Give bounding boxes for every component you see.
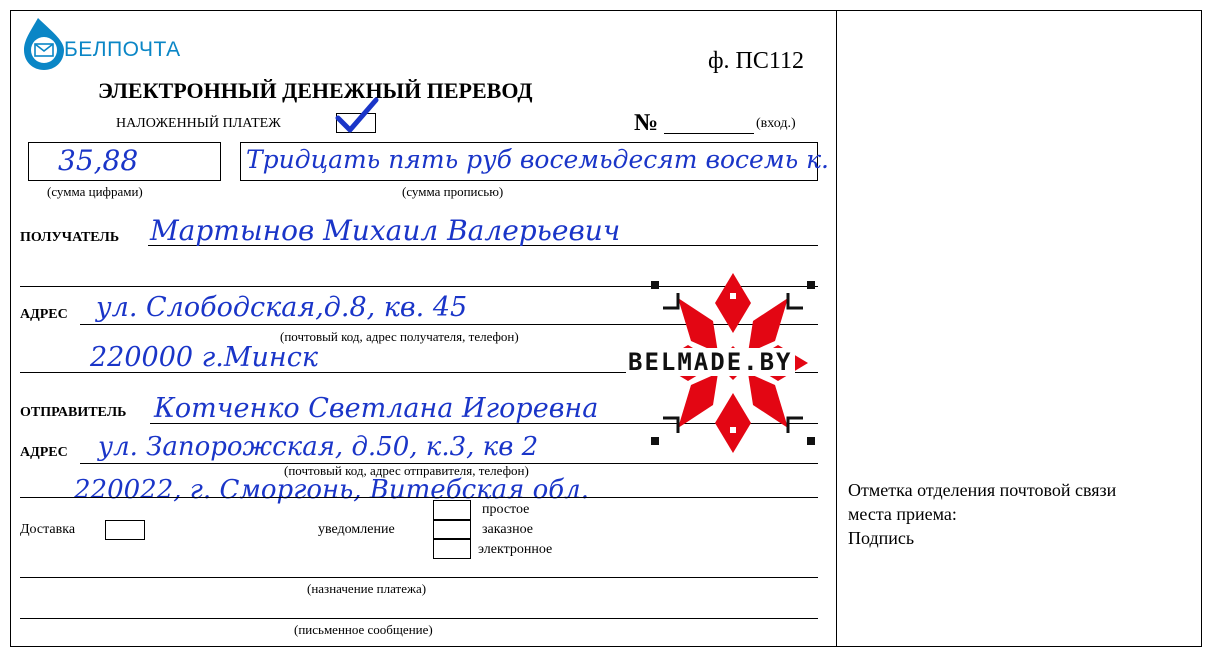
delivery-checkbox[interactable] <box>105 520 145 540</box>
recipient-label: ПОЛУЧАТЕЛЬ <box>20 230 120 245</box>
form-title: ЭЛЕКТРОННЫЙ ДЕНЕЖНЫЙ ПЕРЕВОД <box>98 78 533 103</box>
amount-words-value: Тридцать пять руб восемьдесят восемь к. <box>246 145 830 174</box>
notification-registered-checkbox[interactable] <box>433 520 471 539</box>
sender-address-label: АДРЕС <box>20 445 68 460</box>
cod-label: НАЛОЖЕННЫЙ ПЛАТЕЖ <box>116 116 281 131</box>
notification-simple-checkbox[interactable] <box>433 500 471 520</box>
notification-option-simple: простое <box>482 502 530 517</box>
form-code: ф. ПС112 <box>708 48 804 74</box>
recipient-name: Мартынов Михаил Валерьевич <box>150 214 621 247</box>
side-panel-line-2: места приема: <box>848 504 957 524</box>
payment-purpose-line[interactable] <box>20 577 818 578</box>
delivery-label: Доставка <box>20 522 76 537</box>
recipient-address-label: АДРЕС <box>20 307 68 322</box>
message-caption: (письменное сообщение) <box>294 622 433 637</box>
amount-digits-value: 35,88 <box>58 144 139 177</box>
panel-divider <box>836 10 837 647</box>
payment-purpose-caption: (назначение платежа) <box>307 581 427 596</box>
number-sign: № <box>634 110 659 136</box>
sender-address-2: 220022, г. Сморгонь, Витебская обл. <box>74 475 589 505</box>
sender-address-caption: (почтовый код, адрес отправителя, телефон) <box>284 463 529 478</box>
notification-option-registered: заказное <box>482 522 533 537</box>
watermark-text: BELMADE.BY <box>628 348 793 376</box>
message-line[interactable] <box>20 618 818 619</box>
sender-name: Котченко Светлана Игоревна <box>154 393 599 424</box>
side-panel <box>848 478 1193 550</box>
side-panel-line-1: Отметка отделения почтовой связи <box>848 480 1117 500</box>
form-frame <box>10 10 1202 647</box>
checkmark-icon <box>334 96 380 141</box>
logo-text: БЕЛПОЧТА <box>64 38 181 61</box>
amount-words-caption: (сумма прописью) <box>402 184 504 199</box>
number-field[interactable] <box>664 133 754 134</box>
notification-electronic-checkbox[interactable] <box>433 539 471 559</box>
sender-address-1: ул. Запорожская, д.50, к.3, кв 2 <box>98 432 539 462</box>
sender-label: ОТПРАВИТЕЛЬ <box>20 405 127 420</box>
notification-option-electronic: электронное <box>478 542 553 557</box>
sender-address-line-2[interactable] <box>20 497 818 498</box>
recipient-address-2: 220000 г.Минск <box>90 342 318 373</box>
amount-digits-caption: (сумма цифрами) <box>47 184 143 199</box>
recipient-address-caption: (почтовый код, адрес получателя, телефон) <box>280 329 519 344</box>
side-panel-line-3: Подпись <box>848 528 915 548</box>
notification-label: уведомление <box>318 522 395 537</box>
recipient-address-1: ул. Слободская,д.8, кв. 45 <box>96 292 468 323</box>
number-suffix: (вход.) <box>756 116 796 131</box>
